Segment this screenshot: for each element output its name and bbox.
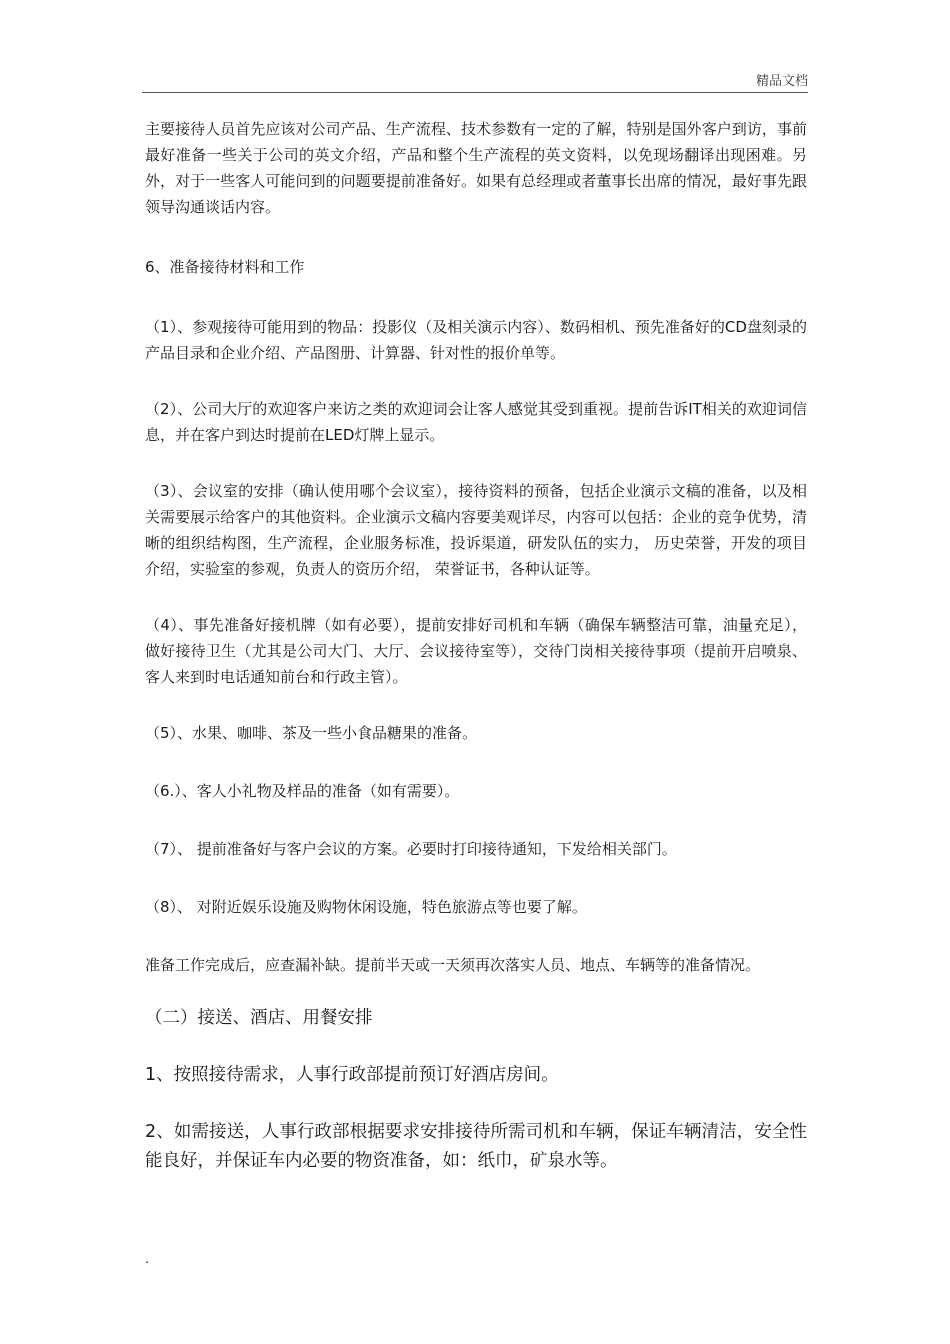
- paragraph-hotel: 1、按照接待需求，人事行政部提前预订好酒店房间。: [145, 1065, 559, 1085]
- list-item-8: （8）、 对附近娱乐设施及购物休闲设施，特色旅游点等也要了解。: [145, 898, 587, 916]
- header-rule: [142, 92, 808, 93]
- section-heading-2: （二）接送、酒店、用餐安排: [145, 1008, 373, 1028]
- list-item-6: （6.）、客人小礼物及样品的准备（如有需要）。: [145, 782, 460, 800]
- list-item-2: （2）、公司大厅的欢迎客户来访之类的欢迎词会让客人感觉其受到重视。提前告诉IT相关的欢迎词信息，并在客户到达时提前在LED灯牌上显示。: [145, 400, 807, 444]
- header-label: 精品文档: [755, 74, 808, 89]
- paragraph-intro: 主要接待人员首先应该对公司产品、生产流程、技术参数有一定的了解，特别是国外客户到访，事前最好准备一些关于公司的英文介绍，产品和整个生产流程的英文资料，以免现场翻译出现困难。另外，对于一些客人可能问到的问题要提前准备好。如果有总经理或者董事长出席的情况，最好事先跟领导沟通谈话内容。: [145, 120, 807, 216]
- paragraph-transport: 2、如需接送，人事行政部根据要求安排接待所需司机和车辆，保证车辆清洁，安全性能良好，并保证车内必要的物资准备，如：纸巾，矿泉水等。: [145, 1122, 807, 1171]
- document-body: [145, 116, 807, 1176]
- list-item-5: （5）、水果、咖啡、茶及一些小食品糖果的准备。: [145, 724, 478, 742]
- footer-mark: .: [145, 1252, 150, 1267]
- section-heading-6: 6、准备接待材料和工作: [145, 258, 305, 276]
- list-item-1: （1）、参观接待可能用到的物品：投影仪（及相关演示内容）、数码相机、预先准备好的CD盘刻录的产品目录和企业介绍、产品图册、计算器、针对性的报价单等。: [145, 318, 807, 362]
- list-item-3: （3）、会议室的安排（确认使用哪个会议室），接待资料的预备，包括企业演示文稿的准备，以及相关需要展示给客户的其他资料。企业演示文稿内容要美观详尽，内容可以包括：企业的竞争优势，清晰的组织结构图，生产流程，企业服务标准，投诉渠道，研发队伍的实力， 历史荣誉，开发的项目介绍，实验室的参观，负责人的资历介绍， 荣誉证书，各种认证等。: [145, 482, 807, 578]
- paragraph-summary: 准备工作完成后，应查漏补缺。提前半天或一天须再次落实人员、地点、车辆等的准备情况。: [145, 956, 761, 974]
- list-item-7: （7）、 提前准备好与客户会议的方案。必要时打印接待通知，下发给相关部门。: [145, 840, 677, 858]
- list-item-4: （4）、事先准备好接机牌（如有必要），提前安排好司机和车辆（确保车辆整洁可靠，油量充足），做好接待卫生（尤其是公司大门、大厅、会议接待室等），交待门岗相关接待事项（提前开启喷泉、客人来到时电话通知前台和行政主管）。: [145, 616, 807, 686]
